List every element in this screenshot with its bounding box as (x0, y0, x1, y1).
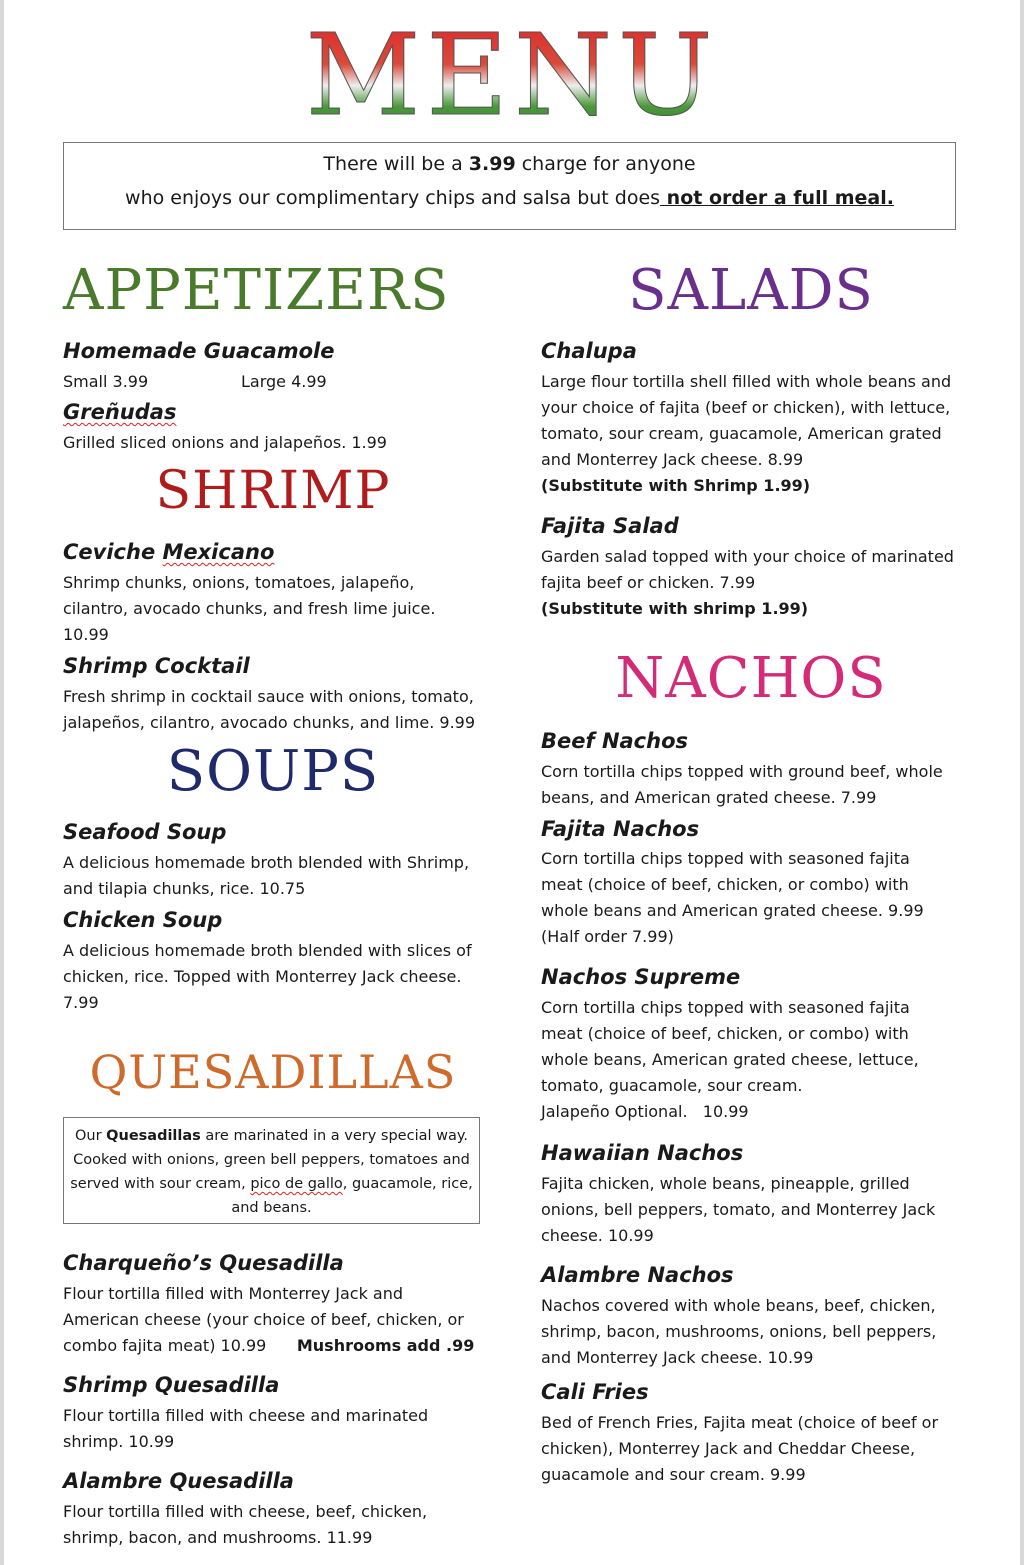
beef-nachos-desc: Corn tortilla chips topped with ground beef, whole beans, and American grated cheese. 7.99 (541, 762, 943, 807)
shrimp-cocktail-name: Shrimp Cocktail (63, 654, 250, 678)
qbox-bold: Quesadillas (106, 1128, 201, 1144)
nachos-supreme-desc (541, 995, 941, 1125)
shrimp-cocktail-desc: Fresh shrimp in cocktail sauce with onions, tomato, jalapeños, cilantro, avocado chunks, and lime. 9.99 (63, 687, 476, 732)
nachos-supreme-name: Nachos Supreme (541, 965, 741, 989)
alambre-nachos-name: Alambre Nachos (541, 1263, 734, 1287)
nachos-supreme-optional: Jalapeño Optional. 10.99 (541, 1102, 749, 1121)
appetizers-title: APPETIZERS (63, 258, 450, 323)
seafood-soup-name: Seafood Soup (63, 820, 227, 844)
guacamole-large-price: Large 4.99 (241, 372, 327, 391)
alambre-quesadilla-desc: Flour tortilla filled with cheese, beef, chicken, shrimp, bacon, and mushrooms. 11.99 (63, 1502, 428, 1547)
page-edge-right (1020, 0, 1024, 1565)
chalupa-desc-text: Large flour tortilla shell filled with whole beans and your choice of fajita (beef or chicken), with lettuce, tomato, sour cream, guacamole, American grated and Monterrey Jack cheese. 8.99 (541, 372, 952, 469)
charqueno-name: Charqueño’s Quesadilla (63, 1251, 344, 1275)
notice-emphasis: not order a full meal. (660, 187, 894, 209)
ceviche-name (63, 539, 274, 565)
qbox-after: , guacamole, rice, and beans. (231, 1176, 473, 1216)
salads-title: SALADS (628, 258, 874, 323)
shrimp-title: SHRIMP (155, 461, 391, 521)
cali-fries-desc: Bed of French Fries, Fajita meat (choice of beef or chicken), Monterrey Jack and Cheddar Cheese, guacamole and sour cream. 9.99 (541, 1413, 939, 1484)
notice-line2-before: who enjoys our complimentary chips and salsa but does (125, 187, 661, 209)
quesadillas-info-box (63, 1117, 480, 1224)
chalupa-substitute: (Substitute with Shrimp 1.99) (541, 476, 811, 495)
fajita-salad-substitute: (Substitute with shrimp 1.99) (541, 599, 809, 618)
qbox-pico: pico de gallo (250, 1176, 343, 1192)
shrimp-quesadilla-name: Shrimp Quesadilla (63, 1373, 280, 1397)
alambre-quesadilla-name: Alambre Quesadilla (63, 1469, 294, 1493)
fajita-nachos-desc (541, 846, 941, 950)
guacamole-name: Homemade Guacamole (63, 339, 335, 363)
menu-title: MENU (0, 16, 1024, 136)
nachos-title: NACHOS (615, 646, 887, 711)
chips-notice (63, 142, 956, 230)
qbox-before: Our (74, 1128, 107, 1144)
quesadillas-title: QUESADILLAS (89, 1045, 457, 1099)
ceviche-desc: Shrimp chunks, onions, tomatoes, jalapeño, cilantro, avocado chunks, and fresh lime juice. 10.99 (63, 573, 436, 644)
fajita-nachos-half: (Half order 7.99) (541, 927, 674, 946)
ceviche-name-b: Mexicano (162, 540, 275, 564)
nachos-supreme-desc-text: Corn tortilla chips topped with seasoned fajita meat (choice of beef, chicken, or combo) with whole beans, American grated cheese, lettuce, tomato, guacamole, sour cream. (541, 998, 919, 1095)
charqueno-desc-text: Flour tortilla filled with Monterrey Jack and American cheese (your choice of beef, chicken, or combo fajita meat) 10.99 (63, 1284, 464, 1355)
page-edge-left (0, 0, 4, 1565)
notice-line1-before: There will be a (323, 153, 469, 175)
hawaiian-nachos-desc: Fajita chicken, whole beans, pineapple, grilled onions, bell peppers, tomato, and Monterrey Jack cheese. 10.99 (541, 1174, 936, 1245)
seafood-soup-desc: A delicious homemade broth blended with Shrimp, and tilapia chunks, rice. 10.75 (63, 853, 470, 898)
charqueno-addon: Mushrooms add .99 (296, 1336, 475, 1355)
chicken-soup-desc: A delicious homemade broth blended with slices of chicken, rice. Topped with Monterrey Jack cheese. 7.99 (63, 941, 472, 1012)
fajita-salad-desc (541, 544, 966, 622)
guacamole-small-price: Small 3.99 (63, 372, 149, 391)
grenudas-name: Greñudas (63, 400, 177, 424)
fajita-nachos-name: Fajita Nachos (541, 817, 700, 841)
fajita-salad-desc-text: Garden salad topped with your choice of marinated fajita beef or chicken. 7.99 (541, 547, 954, 592)
grenudas-desc: Grilled sliced onions and jalapeños. 1.99 (63, 433, 387, 452)
soups-title: SOUPS (166, 739, 380, 804)
hawaiian-nachos-name: Hawaiian Nachos (541, 1141, 744, 1165)
chalupa-name: Chalupa (541, 339, 637, 363)
notice-line1-after: charge for anyone (515, 153, 696, 175)
fajita-nachos-desc-text: Corn tortilla chips topped with seasoned fajita meat (choice of beef, chicken, or combo) with whole beans and American grated cheese. 9.99 (541, 849, 924, 920)
notice-price: 3.99 (468, 153, 516, 175)
cali-fries-name: Cali Fries (541, 1380, 649, 1404)
beef-nachos-name: Beef Nachos (541, 729, 689, 753)
charqueno-desc (63, 1281, 478, 1359)
chicken-soup-name: Chicken Soup (63, 908, 223, 932)
ceviche-name-a: Ceviche (63, 540, 163, 564)
shrimp-quesadilla-desc: Flour tortilla filled with cheese and marinated shrimp. 10.99 (63, 1406, 429, 1451)
chalupa-desc (541, 369, 966, 499)
fajita-salad-name: Fajita Salad (541, 514, 679, 538)
qbox-middle: are marinated in a very special way. Cooked with onions, green bell peppers, tomatoes and served with sour cream, (70, 1128, 470, 1192)
alambre-nachos-desc: Nachos covered with whole beans, beef, chicken, shrimp, bacon, mushrooms, onions, bell peppers, and Monterrey Jack cheese. 10.99 (541, 1296, 937, 1367)
